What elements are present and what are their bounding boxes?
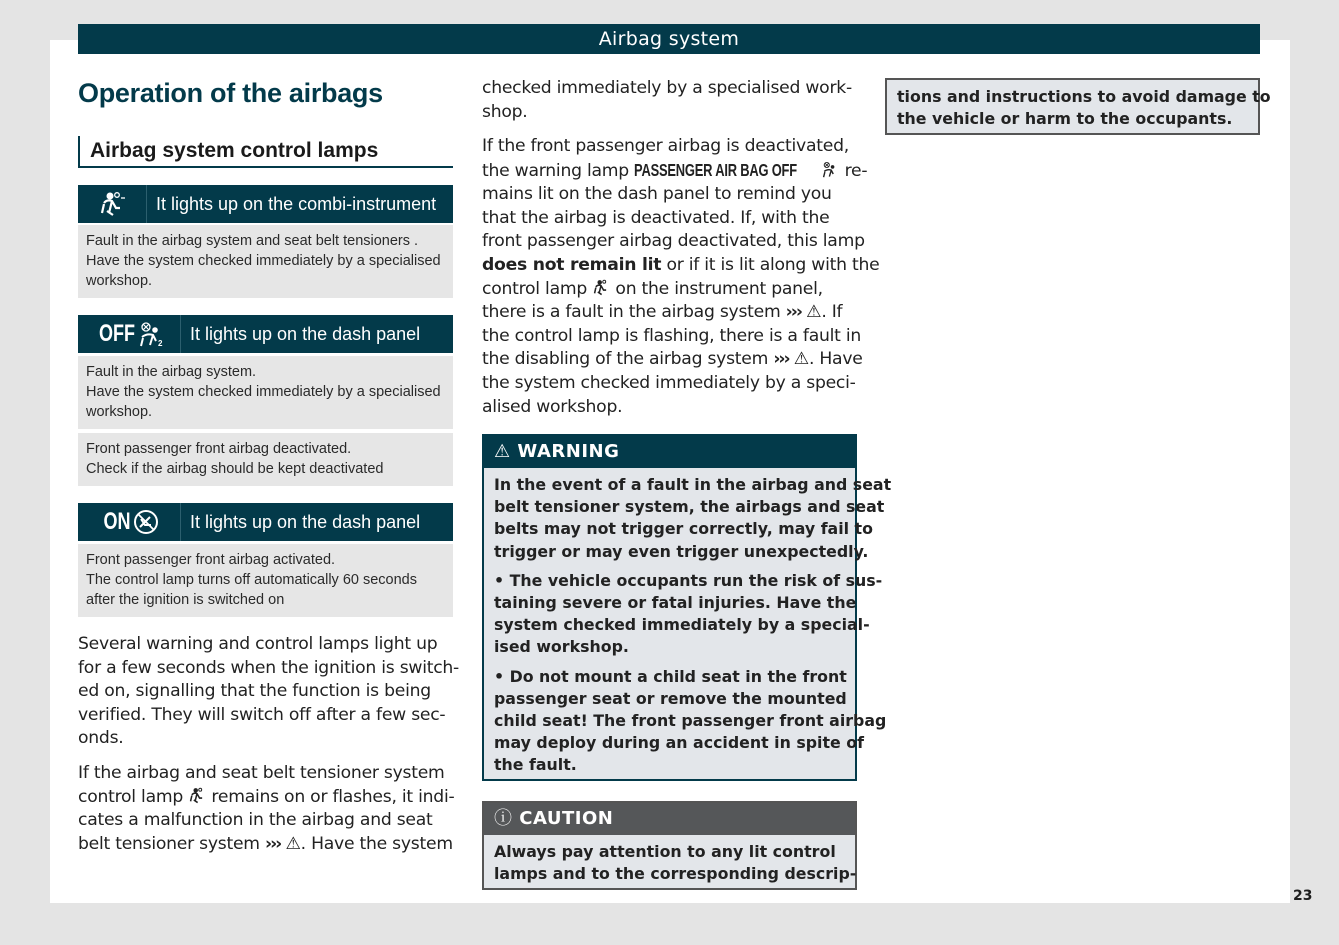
lamp-title: It lights up on the combi-instrument [156, 193, 437, 214]
exclamation-circle-icon: ⓘ [494, 808, 513, 829]
lamp-description [78, 225, 453, 298]
text-line [78, 833, 454, 857]
text: If the front passenger airbag is deactivated, [482, 136, 849, 156]
text-line [482, 101, 852, 125]
text-line: ised workshop. [494, 637, 629, 657]
text-line: after the ignition is switched on [86, 592, 285, 608]
caution-box [482, 801, 857, 890]
icon-label: OFF [99, 320, 135, 347]
text: or if it is lit along with the [661, 254, 880, 275]
warning-triangle-icon: ⚠ [494, 441, 511, 462]
text-line: • Do not mount a child seat in the front [494, 666, 847, 686]
text-line [482, 372, 879, 396]
text: mains lit on the dash panel to remind you [482, 184, 832, 205]
text-line [78, 809, 454, 833]
text-line: Fault in the airbag system and seat belt tensioners . [86, 233, 419, 249]
text-line [482, 77, 852, 101]
text: control lamp [482, 278, 593, 299]
caution-text [484, 835, 855, 891]
text: alised workshop. [482, 396, 623, 417]
text: shop. [482, 101, 528, 122]
text-line [78, 727, 459, 751]
text-line [482, 207, 879, 231]
text: control lamp [78, 786, 189, 807]
text-line: Check if the airbag should be kept deactivated [86, 461, 384, 477]
section-title: Airbag system control lamps [78, 136, 453, 168]
text-line: may deploy during an accident in spite of [494, 733, 864, 753]
text: cates a malfunction in the airbag and seat [78, 810, 433, 831]
warning-text [484, 468, 892, 783]
text: remains on or flashes, it indi- [206, 786, 455, 807]
text-line: system checked immediately by a special- [494, 615, 870, 635]
text: there is a fault in the airbag system [482, 302, 786, 323]
text: the warning lamp [482, 160, 635, 181]
passenger-airbag-off-icon [78, 315, 181, 353]
text-line [482, 230, 879, 254]
text-line: The control lamp turns off automatically 60 seconds [86, 572, 417, 588]
text-line: workshop. [86, 404, 153, 420]
text-line: belts may not trigger correctly, may fail to [494, 519, 873, 539]
lamp-row-header [78, 315, 453, 353]
text: . Have [808, 349, 863, 370]
text-line: taining severe or fatal injuries. Have the [494, 593, 857, 613]
text: If the airbag and seat belt tensioner system [78, 763, 445, 783]
lamp-description [78, 433, 453, 486]
page-number: 23 [1293, 888, 1313, 904]
text-line: passenger seat or remove the mounted [494, 688, 847, 708]
text: belt tensioner system [78, 833, 266, 854]
text-line: Fault in the airbag system. [86, 364, 257, 380]
text-line [78, 762, 454, 786]
text: ed on, signalling that the function is being [78, 681, 431, 702]
text-line: Have the system checked immediately by a specialised [86, 384, 441, 400]
paragraph [78, 762, 454, 856]
caution-header [484, 803, 855, 835]
text: front passenger airbag deactivated, this lamp [482, 231, 865, 252]
cross-reference-warning-icon: ››› ⚠ [785, 302, 822, 323]
text: the control lamp is flashing, there is a fault in [482, 325, 862, 346]
caution-continued-text [887, 80, 1271, 136]
airbag-icon [188, 786, 206, 810]
text-line [78, 786, 454, 810]
text-line [482, 348, 879, 372]
paragraph [482, 135, 879, 419]
text: verified. They will switch off after a few sec- [78, 704, 446, 725]
text-line [78, 633, 459, 657]
warning-box [482, 434, 892, 781]
text: that the airbag is deactivated. If, with the [482, 207, 830, 228]
page-title: Operation of the airbags [78, 78, 383, 108]
text-line: tions and instructions to avoid damage to [897, 87, 1271, 106]
text-line [78, 704, 459, 728]
text-line [482, 278, 879, 302]
text-line: the vehicle or harm to the occupants. [897, 109, 1233, 129]
text-line: Front passenger front airbag activated. [86, 552, 336, 568]
passenger-airbag-on-icon [78, 503, 181, 541]
text: . If [821, 302, 843, 323]
cross-reference-warning-icon: ››› ⚠ [265, 833, 301, 854]
lamp-description [78, 356, 453, 429]
airbag-icon [592, 278, 610, 302]
text-line [482, 396, 879, 420]
text-line: belt tensioner system, the airbags and seat [494, 497, 885, 517]
text-line: Always pay attention to any lit control [494, 842, 836, 861]
passenger-airbag-off-icon [821, 160, 839, 184]
cross-reference-warning-icon: ››› ⚠ [773, 349, 809, 370]
text: the disabling of the airbag system [482, 349, 774, 370]
text-line: child seat! The front passenger front airbag [494, 711, 887, 731]
text-line [78, 657, 459, 681]
text-line: trigger or may even trigger unexpectedly. [494, 541, 869, 561]
caution-continued-box [885, 78, 1271, 135]
lamp-description [78, 544, 453, 617]
text-line: workshop. [86, 273, 153, 289]
text-line [482, 325, 879, 349]
text-line: the fault. [494, 755, 577, 775]
text: Several warning and control lamps light up [78, 634, 438, 654]
airbag-person-icon [78, 185, 147, 223]
bold-text: does not remain lit [482, 254, 662, 275]
text-line: In the event of a fault in the airbag and seat [494, 475, 892, 494]
lamp-title: It lights up on the dash panel [190, 323, 421, 344]
lamp-row-header [78, 185, 453, 223]
text-line [482, 183, 879, 207]
warning-header [484, 436, 855, 468]
text-line: lamps and to the corresponding descrip- [494, 864, 857, 884]
text-line [482, 135, 879, 159]
chapter-header: Airbag system [78, 24, 1260, 54]
text: checked immediately by a specialised work- [482, 78, 852, 98]
text-line [78, 680, 459, 704]
text-line: • The vehicle occupants run the risk of sus- [494, 570, 883, 590]
text: re- [839, 160, 868, 181]
paragraph [482, 77, 852, 124]
text-line [482, 254, 879, 278]
lamp-label-text: PASSENGER AIR BAG OFF [634, 159, 798, 180]
svg-text:2: 2 [158, 339, 163, 347]
text-line: Have the system checked immediately by a specialised [86, 253, 441, 269]
text: for a few seconds when the ignition is switch- [78, 657, 460, 678]
paragraph [78, 633, 459, 751]
warning-label: WARNING [517, 441, 620, 462]
text: the system checked immediately by a speci- [482, 372, 856, 393]
text: onds. [78, 728, 124, 749]
text-line [482, 159, 879, 184]
text-line [482, 301, 879, 325]
icon-label: ON [103, 508, 131, 535]
lamp-title: It lights up on the dash panel [190, 511, 421, 532]
lamp-row-header [78, 503, 453, 541]
caution-label: CAUTION [519, 808, 614, 829]
text: on the instrument panel, [610, 278, 823, 299]
text-line: Front passenger front airbag deactivated. [86, 441, 352, 457]
text: . Have the system [300, 833, 453, 854]
